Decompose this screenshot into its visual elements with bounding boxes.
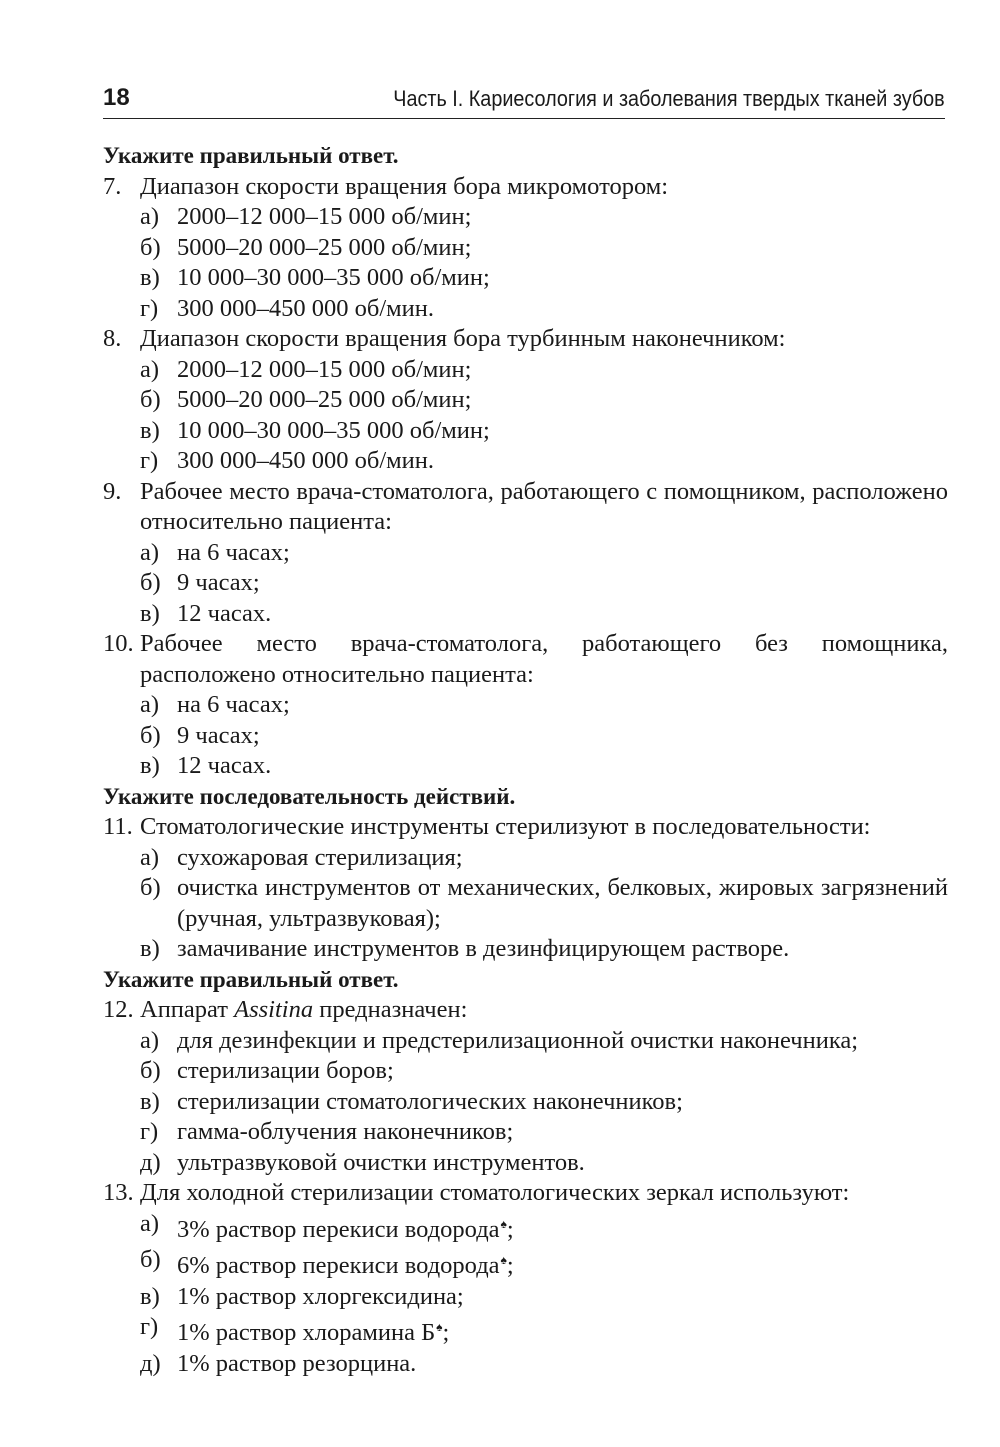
section-instruction: Укажите последовательность действий. [103,783,516,809]
question-8 [103,324,948,355]
question-13-options [103,1209,948,1380]
option-letter: а) [140,843,160,871]
answer-option [103,355,948,386]
question-number: 12. [103,996,134,1023]
answer-option [103,538,948,569]
option-letter: а) [140,203,160,230]
answer-option [103,263,948,294]
question-7-options [103,202,948,324]
option-text: 12 часах. [177,752,272,779]
option-letter: в) [140,1282,160,1310]
answer-option [103,1245,948,1282]
question-text: Диапазон скорости вращения бора турбинным наконечником: [140,325,786,352]
option-letter: б) [140,386,161,413]
answer-option [103,1026,948,1057]
option-letter: д) [140,1349,161,1377]
option-text: 1% раствор хлорамина Б [177,1319,436,1346]
option-text: 9 часах; [177,721,260,749]
page-header [103,80,945,119]
option-letter: а) [140,355,160,383]
answer-option [103,1117,948,1148]
option-letter: в) [140,1087,160,1115]
option-text: для дезинфекции и предстерилизационной очистки наконечника; [177,1026,859,1054]
question-12-options [103,1026,948,1179]
question-text: Рабочее место врача-стоматолога, работающего без помощника, расположено относительно пациента: [140,630,948,688]
option-text: 5000–20 000–25 000 об/мин; [177,233,472,261]
option-letter: а) [140,1026,160,1054]
answer-option [103,599,948,630]
spade-mark-icon: ♠ [436,1320,443,1334]
option-text: 10 000–30 000–35 000 об/мин; [177,264,490,291]
option-letter: б) [140,1246,161,1273]
option-letter: г) [140,1313,159,1340]
question-number: 9. [103,477,122,505]
device-name: Assitina [234,996,314,1023]
question-9 [103,477,948,538]
option-text: стерилизации стоматологических наконечников; [177,1087,683,1115]
option-letter: а) [140,691,160,718]
option-letter: б) [140,1057,161,1084]
option-letter: а) [140,538,160,566]
answer-option [103,1087,948,1118]
answer-option [103,1148,948,1179]
answer-option [103,721,948,752]
option-letter: б) [140,721,161,749]
option-letter: г) [140,1118,159,1145]
question-text: Рабочее место врача-стоматолога, работающего с помощником, расположено относительно пациента: [140,477,948,535]
option-text: очистка инструментов от механических, белковых, жировых загрязнений (ручная, ультразвуковая); [177,874,948,932]
answer-option [103,1056,948,1087]
option-letter: г) [140,447,159,474]
option-letter: б) [140,874,161,901]
answer-option [103,751,948,782]
option-letter: в) [140,599,160,627]
answer-option [103,446,948,477]
option-end: ; [442,1319,450,1346]
spade-mark-icon: ♠ [500,1253,507,1267]
option-text: замачивание инструментов в дезинфицирующем растворе. [177,935,790,962]
answer-option [103,385,948,416]
answer-option [103,843,948,874]
option-letter: б) [140,233,161,261]
option-text: 5000–20 000–25 000 об/мин; [177,386,472,413]
option-letter: в) [140,752,160,779]
page-content [103,141,948,1379]
question-11-options [103,843,948,965]
option-text: гамма-облучения наконечников; [177,1118,514,1145]
question-number: 7. [103,172,122,200]
option-text: 6% раствор перекиси водорода [177,1252,500,1279]
question-7 [103,172,948,203]
option-text: 1% раствор резорцина. [177,1349,417,1377]
question-12 [103,995,948,1026]
option-text: 300 000–450 000 об/мин. [177,294,434,322]
question-text: Для холодной стерилизации стоматологических зеркал используют: [140,1179,850,1206]
option-end: ; [506,1215,514,1243]
answer-option [103,873,948,934]
answer-option [103,202,948,233]
option-letter: д) [140,1148,161,1176]
question-11 [103,812,948,843]
option-text: 12 часах. [177,599,272,627]
option-end: ; [506,1252,514,1279]
answer-option [103,233,948,264]
answer-option [103,1349,948,1380]
option-text: 10 000–30 000–35 000 об/мин; [177,416,490,444]
question-10 [103,629,948,690]
question-text-after: предназначен: [313,996,468,1023]
option-text: на 6 часах; [177,538,290,566]
option-text: 9 часах; [177,569,260,596]
option-text: стерилизации боров; [177,1057,394,1084]
spade-mark-icon: ♠ [500,1216,507,1231]
question-number: 13. [103,1179,134,1206]
answer-option [103,1209,948,1246]
option-letter: б) [140,569,161,596]
section-instruction: Укажите правильный ответ. [103,143,399,168]
option-text: сухожаровая стерилизация; [177,843,463,871]
question-number: 10. [103,630,134,657]
option-text: 300 000–450 000 об/мин. [177,447,434,474]
option-letter: в) [140,935,160,962]
option-text: 1% раствор хлоргексидина; [177,1282,464,1310]
answer-option [103,934,948,965]
question-number: 8. [103,325,122,352]
question-9-options [103,538,948,630]
running-title: Часть I. Кариесология и заболевания твердых тканей зубов [393,86,945,111]
answer-option [103,1312,948,1349]
option-text: 3% раствор перекиси водорода [177,1215,500,1243]
question-text: Стоматологические инструменты стерилизуют в последовательности: [140,813,871,840]
question-8-options [103,355,948,477]
answer-option [103,690,948,721]
option-text: 2000–12 000–15 000 об/мин; [177,203,472,230]
section-instruction: Укажите правильный ответ. [103,966,399,992]
question-text-before: Аппарат [140,996,235,1023]
answer-option [103,294,948,325]
option-letter: г) [140,294,159,322]
question-13 [103,1178,948,1209]
question-10-options [103,690,948,782]
answer-option [103,568,948,599]
question-text: Диапазон скорости вращения бора микромотором: [140,172,669,200]
option-text: ультразвуковой очистки инструментов. [177,1148,585,1176]
answer-option [103,416,948,447]
option-letter: в) [140,264,160,291]
option-letter: в) [140,416,160,444]
question-number: 11. [103,813,133,840]
option-letter: а) [140,1209,160,1237]
option-text: на 6 часах; [177,691,290,718]
option-text: 2000–12 000–15 000 об/мин; [177,355,472,383]
page-number: 18 [103,84,130,111]
answer-option [103,1282,948,1313]
